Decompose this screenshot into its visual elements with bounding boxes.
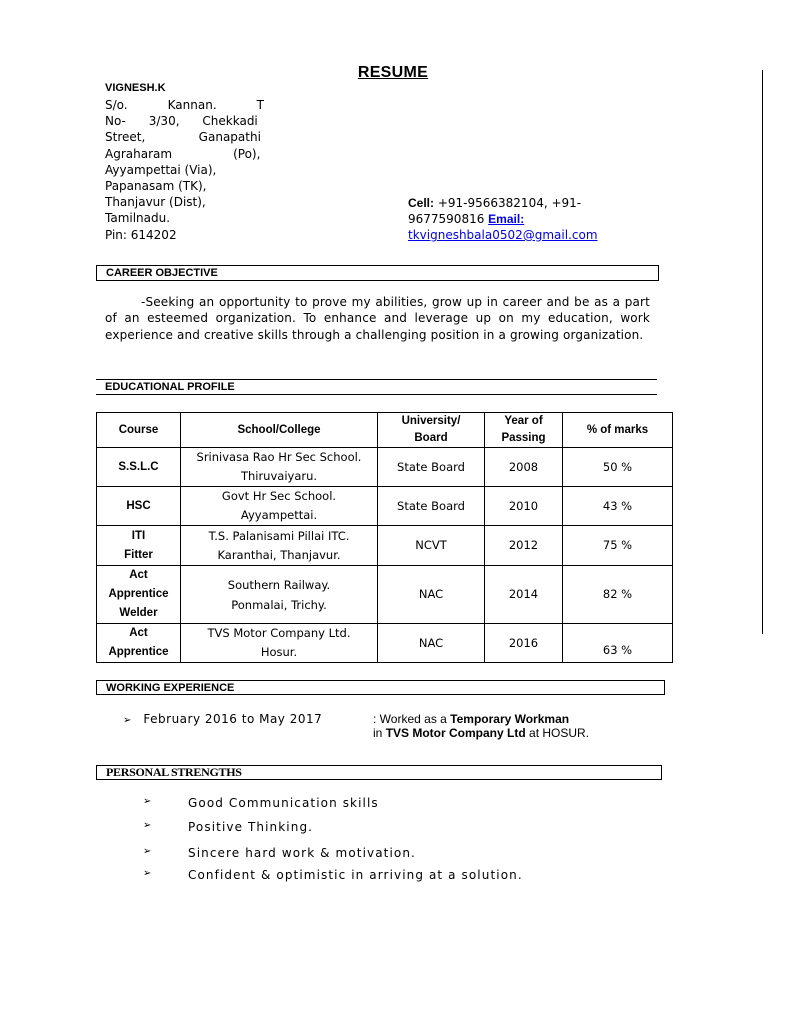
table-header-row: [97, 413, 673, 448]
strength-text: Good Communication skills: [188, 796, 379, 810]
school-name: Southern Railway. Ponmalai, Trichy.: [227, 577, 331, 612]
address-line: Ayyampettai (Via),: [105, 162, 217, 177]
strength-text: Sincere hard work & motivation.: [188, 846, 416, 860]
table-cell-school: [181, 487, 378, 526]
table-cell-year: 2008: [485, 448, 563, 487]
address-line: Papanasam (TK),: [105, 179, 207, 194]
table-header: [378, 413, 485, 448]
address-line: S/o. Kannan. T: [105, 98, 264, 112]
experience-description: [373, 712, 589, 740]
experience-period: February 2016 to May 2017: [143, 712, 323, 726]
email-link[interactable]: tkvigneshbala0502@gmail.com: [408, 228, 598, 242]
table-row: [97, 566, 673, 624]
objective-paragraph: -Seeking an opportunity to prove my abilities, grow up in career and be as a part of an esteemed organization. To enhance and leverage up on my education, work experience and creative skills through a challenging position in a growing organization.: [105, 295, 650, 342]
table-cell-marks: 82 %: [563, 566, 673, 624]
arrow-bullet-icon: ➢: [143, 796, 152, 807]
table-header: Course: [97, 413, 181, 448]
table-row: [97, 487, 673, 526]
course-name: Act Apprentice: [108, 627, 169, 658]
email-label[interactable]: Email:: [488, 212, 525, 226]
table-cell-course: [97, 526, 181, 566]
table-cell-board: NAC: [378, 624, 485, 663]
strength-text: Confident & optimistic in arriving at a solution.: [188, 868, 523, 882]
table-cell-marks: 43 %: [563, 487, 673, 526]
school-name: Srinivasa Rao Hr Sec School. Thiruvaiyaru.: [196, 450, 362, 483]
table-cell-school: [181, 624, 378, 663]
arrow-bullet-icon: ➢: [143, 846, 152, 857]
educational-profile-heading: EDUCATIONAL PROFILE: [96, 379, 657, 395]
experience-in: in: [373, 726, 386, 740]
address-line: Pin: 614202: [105, 227, 177, 242]
table-cell-course: [97, 624, 181, 663]
page-right-border: [762, 70, 763, 634]
education-table: [96, 412, 673, 663]
working-experience-heading: WORKING EXPERIENCE: [96, 680, 665, 695]
address-line: No- 3/30, Chekkadi: [105, 114, 258, 129]
contact-block: [408, 195, 598, 242]
experience-colon: :: [373, 712, 377, 726]
table-row: [97, 526, 673, 566]
arrow-bullet-icon: ➢: [143, 820, 152, 831]
address-line: Street, Ganapathi: [105, 130, 261, 145]
address-line: Agraharam (Po),: [105, 146, 261, 161]
table-cell-school: [181, 566, 378, 624]
school-name: Govt Hr Sec School. Ayyampettai.: [221, 489, 337, 522]
cell-numbers: +91-9566382104, +91-: [434, 196, 582, 210]
table-cell-marks: 50 %: [563, 448, 673, 487]
table-cell-marks: 63 %: [563, 624, 673, 663]
table-cell-year: 2012: [485, 526, 563, 566]
table-cell-board: NCVT: [378, 526, 485, 566]
table-cell-school: [181, 526, 378, 566]
table-cell-board: State Board: [378, 448, 485, 487]
header-university: University/ Board: [401, 415, 461, 444]
strength-text: Positive Thinking.: [188, 820, 314, 834]
cell-numbers-cont: 9677590816: [408, 212, 489, 226]
resume-title: RESUME: [357, 64, 429, 81]
header-year: Year of Passing: [501, 415, 546, 444]
arrow-bullet-icon: ➢: [143, 868, 152, 879]
experience-location: at HOSUR.: [525, 726, 590, 740]
table-row: [97, 624, 673, 663]
address-line: Tamilnadu.: [105, 211, 171, 226]
table-cell-board: State Board: [378, 487, 485, 526]
table-cell-course: HSC: [97, 487, 181, 526]
candidate-name: VIGNESH.K: [105, 82, 166, 94]
table-cell-year: 2014: [485, 566, 563, 624]
table-cell-marks: 75 %: [563, 526, 673, 566]
course-name: Act Apprentice Welder: [108, 569, 169, 619]
table-cell-course: S.S.L.C: [97, 448, 181, 487]
table-cell-course: [97, 566, 181, 624]
table-header: % of marks: [563, 413, 673, 448]
career-objective-heading: CAREER OBJECTIVE: [96, 265, 659, 281]
table-cell-board: NAC: [378, 566, 485, 624]
course-name: ITI Fitter: [124, 529, 153, 561]
experience-worked-as: Worked as a: [376, 712, 451, 726]
experience-company: TVS Motor Company Ltd: [385, 726, 526, 740]
table-header: [485, 413, 563, 448]
career-objective-text: [105, 294, 650, 343]
address-line: Thanjavur (Dist),: [105, 195, 206, 210]
table-cell-school: [181, 448, 378, 487]
address-block: [105, 97, 264, 242]
experience-item: [123, 712, 322, 726]
experience-position: Temporary Workman: [450, 712, 570, 726]
personal-strengths-heading: PERSONAL STRENGTHS: [96, 765, 662, 780]
arrow-bullet-icon: ➢: [123, 715, 132, 726]
table-header: School/College: [181, 413, 378, 448]
table-row: [97, 448, 673, 487]
cell-label: Cell:: [408, 196, 435, 210]
table-cell-year: 2016: [485, 624, 563, 663]
school-name: T.S. Palanisami Pillai ITC. Karanthai, Thanjavur.: [208, 528, 350, 562]
school-name: TVS Motor Company Ltd. Hosur.: [207, 626, 351, 659]
table-cell-year: 2010: [485, 487, 563, 526]
